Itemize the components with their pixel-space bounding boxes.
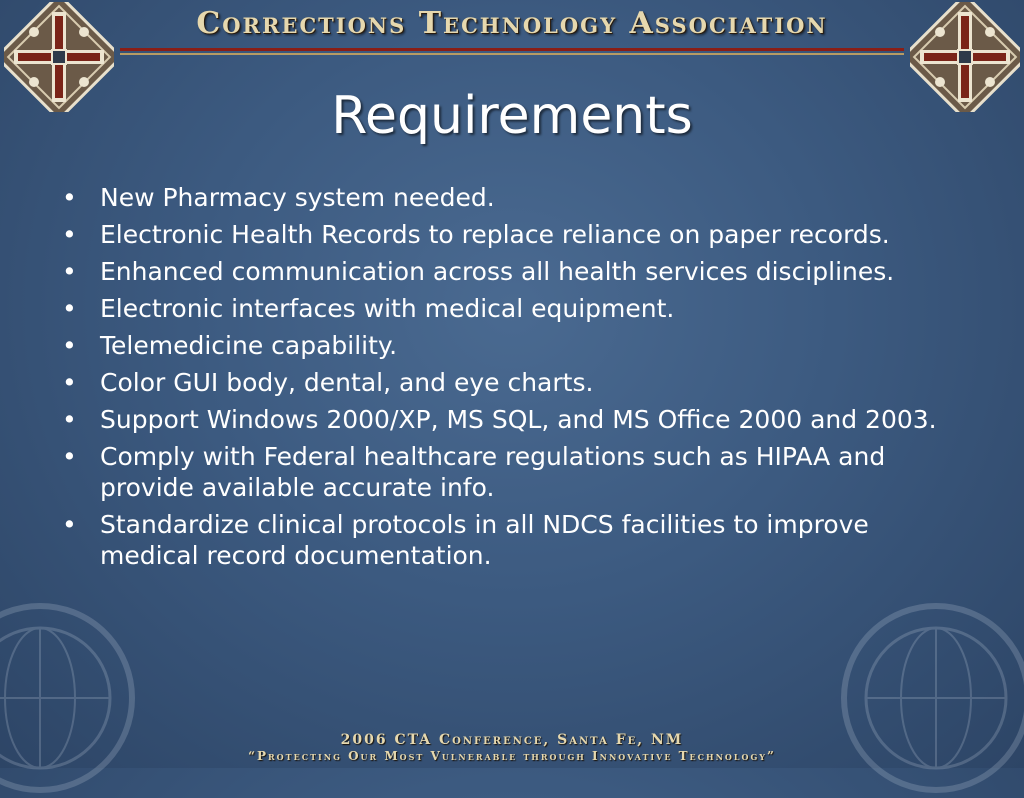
globe-watermark-icon: [836, 598, 1024, 798]
globe-watermark-icon: [0, 598, 140, 798]
requirements-list: [58, 182, 958, 577]
list-item: • Standardize clinical protocols in all NDCS facilities to improve medical record documentation.: [58, 509, 958, 571]
list-item: • Electronic interfaces with medical equipment.: [58, 293, 958, 324]
header-rule-gold: [120, 53, 904, 55]
header-band: [0, 0, 1024, 64]
footer-tagline: “Protecting Our Most Vulnerable through Innovative Technology”: [248, 749, 776, 763]
list-item: • Support Windows 2000/XP, MS SQL, and MS Office 2000 and 2003.: [58, 404, 958, 435]
list-item: • Comply with Federal healthcare regulations such as HIPAA and provide available accurate info.: [58, 441, 958, 503]
list-item: • New Pharmacy system needed.: [58, 182, 958, 213]
list-item: • Telemedicine capability.: [58, 330, 958, 361]
header-rule-red: [120, 48, 904, 51]
footer-conference: 2006 CTA Conference, Santa Fe, NM: [340, 732, 684, 748]
list-item: • Enhanced communication across all health services disciplines.: [58, 256, 958, 287]
slide-title: Requirements: [331, 86, 693, 146]
organization-name: Corrections Technology Association: [196, 6, 828, 41]
list-item: • Electronic Health Records to replace reliance on paper records.: [58, 219, 958, 250]
list-item: • Color GUI body, dental, and eye charts.: [58, 367, 958, 398]
